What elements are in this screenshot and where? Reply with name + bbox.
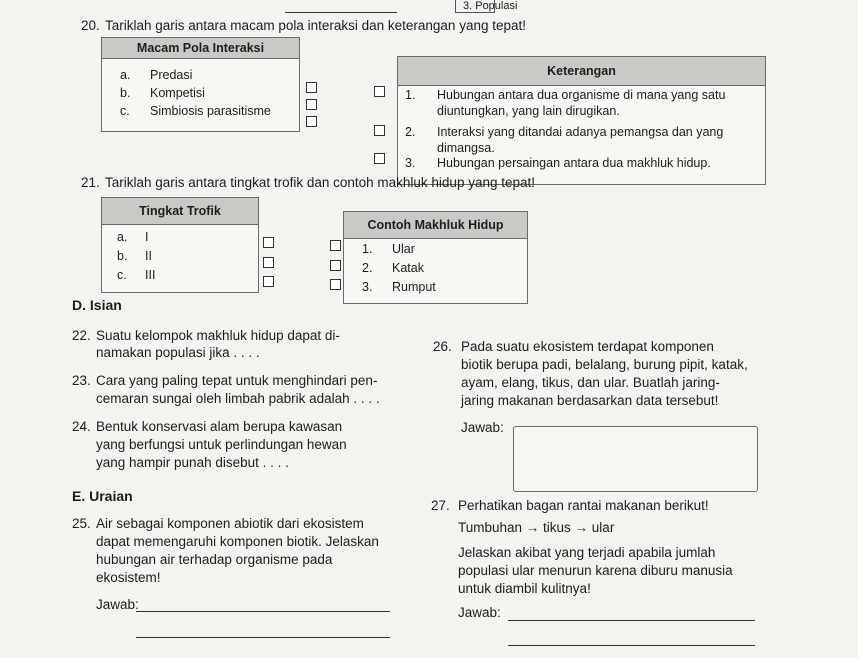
q20-left-a-label: Predasi bbox=[150, 68, 193, 82]
q23-line2: cemaran sungai oleh limbah pabrik adalah . . . . bbox=[96, 391, 380, 406]
q25-line1: Air sebagai komponen abiotik dari ekosistem bbox=[96, 516, 364, 531]
q21-text: Tariklah garis antara tingkat trofik dan contoh makhluk hidup yang tepat! bbox=[105, 175, 536, 190]
q20-left-a-letter: a. bbox=[120, 68, 131, 82]
q20-left-header: Macam Pola Interaksi bbox=[102, 38, 299, 59]
q20-number: 20. bbox=[81, 18, 100, 33]
q27-line2: Jelaskan akibat yang terjadi apabila jumlah bbox=[458, 545, 716, 560]
q21-number: 21. bbox=[81, 175, 100, 190]
q21-left-a-label: I bbox=[145, 230, 149, 244]
q20-right-2-line1: Interaksi yang ditandai adanya pemangsa dan yang bbox=[437, 125, 724, 139]
q21-left-b-letter: b. bbox=[117, 249, 128, 263]
q26-answer-label: Jawab: bbox=[461, 420, 504, 435]
q20-left-checkbox-c[interactable] bbox=[306, 116, 317, 127]
q27-line1: Perhatikan bagan rantai makanan berikut! bbox=[458, 498, 709, 513]
q20-right-header: Keterangan bbox=[398, 57, 765, 86]
q25-answer-line-1[interactable] bbox=[136, 611, 390, 612]
q27-answer-label: Jawab: bbox=[458, 605, 501, 620]
q24-line1: Bentuk konservasi alam berupa kawasan bbox=[96, 419, 343, 434]
q21-right-checkbox-3[interactable] bbox=[330, 279, 341, 290]
q20-right-2-line2: dimangsa. bbox=[437, 141, 495, 155]
q26-number: 26. bbox=[433, 339, 452, 354]
q26-answer-box[interactable] bbox=[513, 426, 758, 492]
top-rule bbox=[285, 12, 397, 13]
q20-right-1-line2: diuntungkan, yang lain dirugikan. bbox=[437, 104, 620, 118]
q21-right-header: Contoh Makhluk Hidup bbox=[344, 212, 527, 239]
q20-right-1-line1: Hubungan antara dua organisme di mana yang satu bbox=[437, 88, 726, 102]
q24-line2: yang berfungsi untuk perlindungan hewan bbox=[96, 437, 347, 452]
q20-left-b-letter: b. bbox=[120, 86, 131, 100]
q25-answer-line-2[interactable] bbox=[136, 637, 390, 638]
q21-left-checkbox-c[interactable] bbox=[263, 276, 274, 287]
q22-line2: namakan populasi jika . . . . bbox=[96, 345, 260, 360]
q21-left-header: Tingkat Trofik bbox=[102, 198, 258, 225]
q21-left-checkbox-a[interactable] bbox=[263, 237, 274, 248]
q21-left-b-label: II bbox=[145, 249, 152, 263]
q27-answer-line-2[interactable] bbox=[508, 645, 755, 646]
q25-line3: hubungan air terhadap organisme pada bbox=[96, 552, 333, 567]
q21-right-3-num: 3. bbox=[362, 280, 373, 294]
q20-right-3-num: 3. bbox=[405, 156, 416, 170]
q20-text: Tariklah garis antara macam pola interaksi dan keterangan yang tepat! bbox=[105, 18, 526, 33]
top-label-box bbox=[455, 0, 495, 13]
q25-line2: dapat memengaruhi komponen biotik. Jelaskan bbox=[96, 534, 379, 549]
q25-number: 25. bbox=[72, 516, 91, 531]
q20-right-1-num: 1. bbox=[405, 88, 416, 102]
q24-line3: yang hampir punah disebut . . . . bbox=[96, 455, 289, 470]
q20-right-3-line1: Hubungan persaingan antara dua makhluk hidup. bbox=[437, 156, 711, 170]
q27-food-chain: Tumbuhan → tikus → ular bbox=[458, 520, 615, 535]
q21-right-checkbox-1[interactable] bbox=[330, 240, 341, 251]
q25-answer-label: Jawab: bbox=[96, 597, 139, 612]
section-e-heading: E. Uraian bbox=[72, 488, 133, 504]
q20-right-checkbox-2[interactable] bbox=[374, 125, 385, 136]
q20-left-c-label: Simbiosis parasitisme bbox=[150, 104, 271, 118]
q21-right-1-label: Ular bbox=[392, 242, 415, 256]
q22-line1: Suatu kelompok makhluk hidup dapat di- bbox=[96, 328, 340, 343]
q21-right-3-label: Rumput bbox=[392, 280, 436, 294]
q20-right-2-num: 2. bbox=[405, 125, 416, 139]
q21-right-checkbox-2[interactable] bbox=[330, 260, 341, 271]
q27-line3: populasi ular menurun karena diburu manusia bbox=[458, 563, 733, 578]
q24-number: 24. bbox=[72, 419, 91, 434]
q20-left-b-label: Kompetisi bbox=[150, 86, 205, 100]
q27-number: 27. bbox=[431, 498, 450, 513]
q20-left-checkbox-b[interactable] bbox=[306, 99, 317, 110]
q27-line4: untuk diambil kulitnya! bbox=[458, 581, 591, 596]
q27-answer-line-1[interactable] bbox=[508, 620, 755, 621]
q25-line4: ekosistem! bbox=[96, 570, 161, 585]
q22-number: 22. bbox=[72, 328, 91, 343]
q26-line4: jaring makanan berdasarkan data tersebut! bbox=[461, 393, 719, 408]
q20-right-checkbox-3[interactable] bbox=[374, 153, 385, 164]
top-label: 3. Populasi bbox=[463, 0, 518, 12]
q21-left-checkbox-b[interactable] bbox=[263, 257, 274, 268]
q21-left-c-letter: c. bbox=[117, 268, 127, 282]
q26-line2: biotik berupa padi, belalang, burung pipit, katak, bbox=[461, 357, 748, 372]
q21-right-2-label: Katak bbox=[392, 261, 424, 275]
q26-line3: ayam, elang, tikus, dan ular. Buatlah jaring- bbox=[461, 375, 720, 390]
q23-line1: Cara yang paling tepat untuk menghindari pen- bbox=[96, 373, 378, 388]
q26-line1: Pada suatu ekosistem terdapat komponen bbox=[461, 339, 714, 354]
q21-right-2-num: 2. bbox=[362, 261, 373, 275]
q21-right-1-num: 1. bbox=[362, 242, 373, 256]
section-d-heading: D. Isian bbox=[72, 297, 122, 313]
q20-left-checkbox-a[interactable] bbox=[306, 82, 317, 93]
q21-left-c-label: III bbox=[145, 268, 156, 282]
q20-right-checkbox-1[interactable] bbox=[374, 86, 385, 97]
q21-left-a-letter: a. bbox=[117, 230, 128, 244]
q20-left-c-letter: c. bbox=[120, 104, 130, 118]
q23-number: 23. bbox=[72, 373, 91, 388]
